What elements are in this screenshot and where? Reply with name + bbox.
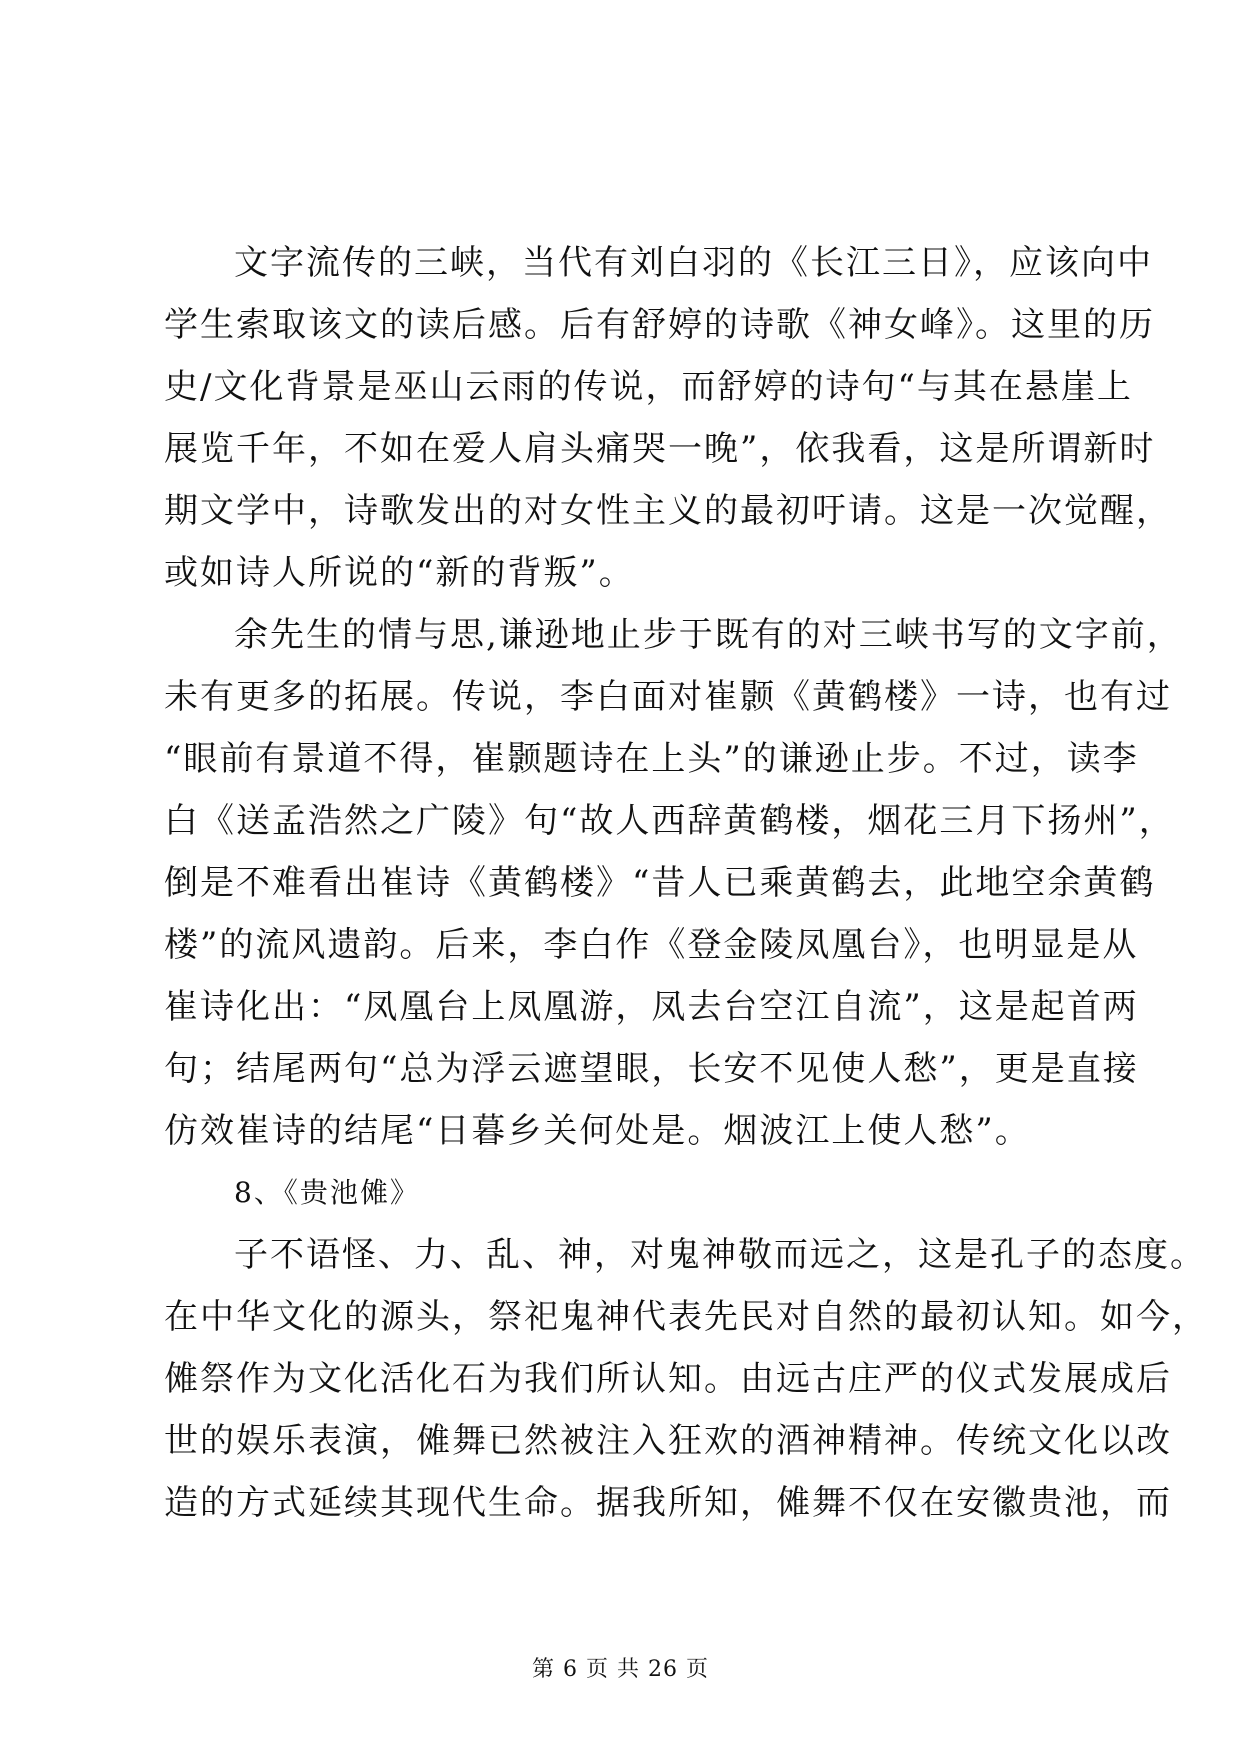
paragraph-line: 白《送孟浩然之广陵》句“故人西辞黄鹤楼，烟花三月下扬州”， — [164, 801, 1175, 841]
paragraph-line: 余先生的情与思,谦逊地止步于既有的对三峡书写的文字前， — [234, 615, 1183, 655]
paragraph-line: 世的娱乐表演，傩舞已然被注入狂欢的酒神精神。传统文化以改 — [164, 1421, 1172, 1461]
paragraph-line: 句；结尾两句“总为浮云遮望眼，长安不见使人愁”，更是直接 — [164, 1049, 1139, 1089]
paragraph-line: 期文学中，诗歌发出的对女性主义的最初吁请。这是一次觉醒， — [164, 491, 1172, 531]
paragraph-line: 在中华文化的源头，祭祀鬼神代表先民对自然的最初认知。如今， — [164, 1297, 1208, 1337]
paragraph-line: 子不语怪、力、乱、神，对鬼神敬而远之，这是孔子的态度。 — [234, 1235, 1206, 1275]
paragraph-line: 或如诗人所说的“新的背叛”。 — [164, 553, 635, 593]
paragraph-line: 未有更多的拓展。传说，李白面对崔颢《黄鹤楼》一诗，也有过 — [164, 677, 1172, 717]
paragraph-line: “眼前有景道不得，崔颢题诗在上头”的谦逊止步。不过，读李 — [164, 739, 1139, 779]
paragraph-line: 仿效崔诗的结尾“日暮乡关何处是。烟波江上使人愁”。 — [164, 1111, 1031, 1151]
paragraph-line: 学生索取该文的读后感。后有舒婷的诗歌《神女峰》。这里的历 — [164, 305, 1155, 345]
document-body — [164, 232, 1208, 1534]
paragraph-line: 展览千年，不如在爱人肩头痛哭一晚”，依我看，这是所谓新时 — [164, 429, 1156, 469]
paragraph-line: 史/文化背景是巫山云雨的传说，而舒婷的诗句“与其在悬崖上 — [164, 367, 1133, 407]
paragraph-line: 造的方式延续其现代生命。据我所知，傩舞不仅在安徽贵池，而 — [164, 1483, 1172, 1523]
paragraph-line: 崔诗化出：“凤凰台上凤凰游，凤去台空江自流”，这是起首两 — [164, 987, 1139, 1027]
paragraph-line: 文字流传的三峡，当代有刘白羽的《长江三日》，应该向中 — [234, 243, 1153, 283]
paragraph-line: 傩祭作为文化活化石为我们所认知。由远古庄严的仪式发展成后 — [164, 1359, 1172, 1399]
section-heading: 8、《贵池傩》 — [234, 1176, 420, 1209]
paragraph-line: 倒是不难看出崔诗《黄鹤楼》“昔人已乘黄鹤去，此地空余黄鹤 — [164, 863, 1156, 903]
page-footer: 第 6 页 共 26 页 — [532, 1657, 709, 1682]
paragraph-line: 楼”的流风遗韵。后来，李白作《登金陵凤凰台》，也明显是从 — [164, 925, 1139, 965]
